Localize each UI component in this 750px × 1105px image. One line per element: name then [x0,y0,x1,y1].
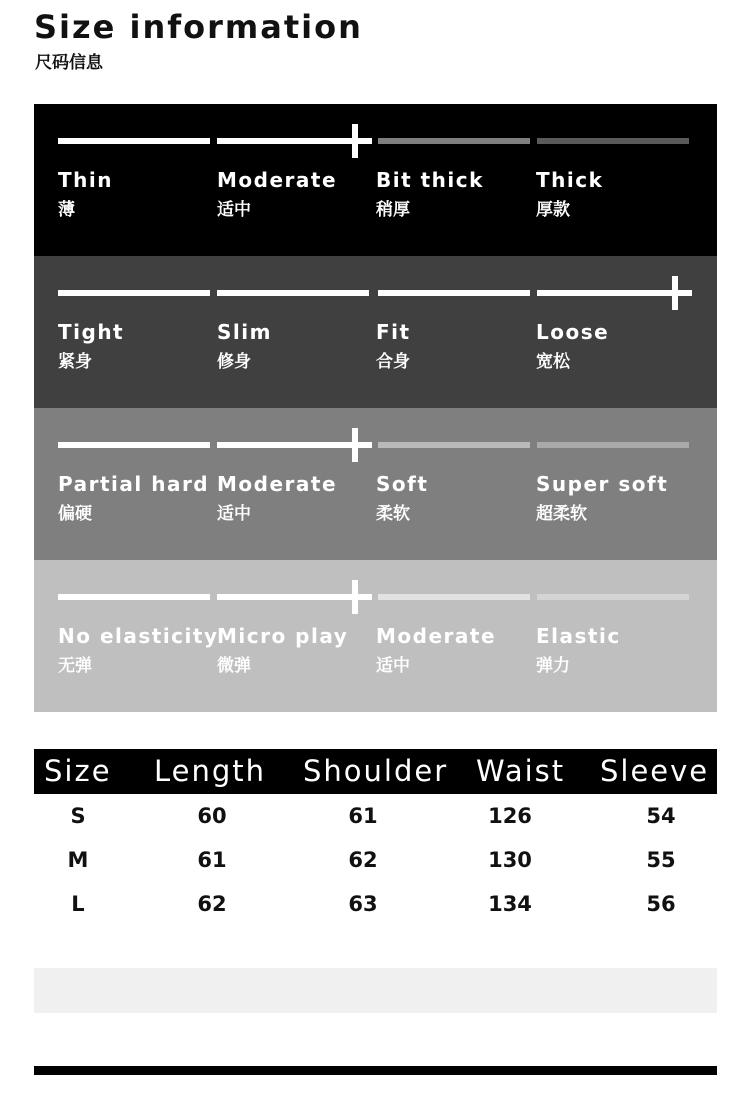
table-cell: 63 [348,892,378,916]
scale-option [58,472,218,524]
option-label-en: Moderate [376,624,497,648]
table-cell: M [67,848,89,872]
page-title: Size information [34,8,363,46]
option-label-zh: 超柔软 [536,504,587,524]
scale-segment [537,138,689,144]
option-label-zh: 适中 [217,200,251,220]
option-label-en: Partial hard [58,472,210,496]
scale-fit [34,256,717,408]
table-cell: 61 [197,848,227,872]
scale-bars [58,290,689,300]
table-cell: 134 [488,892,532,916]
column-header-length: Length [154,754,267,788]
option-label-zh: 紧身 [58,352,92,372]
option-label-zh: 薄 [58,200,75,220]
page-subtitle: 尺码信息 [35,53,103,73]
scale-bars [58,138,689,148]
table-row [34,804,717,834]
scale-option [217,472,377,524]
selection-marker-icon [338,428,372,462]
option-label-zh: 合身 [376,352,410,372]
scale-option [536,168,696,220]
scale-segment [378,138,530,144]
option-label-zh: 厚款 [536,200,570,220]
scale-segment [378,594,530,600]
scale-option [376,320,536,372]
scale-option [536,624,696,676]
option-label-en: Moderate [217,472,338,496]
option-label-en: Tight [58,320,125,344]
option-label-zh: 偏硬 [58,504,92,524]
scale-segment [217,290,369,296]
scale-option [536,472,696,524]
scale-segment [58,290,210,296]
option-label-zh: 弹力 [536,656,570,676]
option-label-zh: 适中 [217,504,251,524]
column-header-shoulder: Shoulder [303,754,449,788]
scale-option [376,624,536,676]
option-label-zh: 微弹 [217,656,251,676]
option-label-en: Elastic [536,624,621,648]
column-header-sleeve: Sleeve [600,754,710,788]
table-cell: 60 [197,804,227,828]
option-label-zh: 稍厚 [376,200,410,220]
table-cell: L [71,892,85,916]
table-cell: 55 [646,848,676,872]
scale-option [536,320,696,372]
table-cell: 62 [348,848,378,872]
option-label-en: Moderate [217,168,338,192]
scale-option [217,624,377,676]
option-label-zh: 无弹 [58,656,92,676]
table-row [34,848,717,878]
scale-option [58,168,218,220]
bottom-rule [34,1066,717,1075]
scale-segment [58,442,210,448]
column-header-size: Size [44,754,112,788]
scale-bars [58,442,689,452]
option-label-en: Bit thick [376,168,484,192]
option-label-en: Fit [376,320,411,344]
scale-segment [537,594,689,600]
option-label-en: Micro play [217,624,349,648]
option-label-en: No elasticity [58,624,219,648]
attribute-scales [34,104,717,712]
selection-marker-icon [338,124,372,158]
option-label-en: Super soft [536,472,669,496]
option-label-zh: 适中 [376,656,410,676]
scale-elasticity [34,560,717,712]
scale-thickness [34,104,717,256]
scale-option [376,472,536,524]
column-header-waist: Waist [476,754,566,788]
option-label-zh: 宽松 [536,352,570,372]
scale-segment [378,442,530,448]
scale-option [376,168,536,220]
scale-softness [34,408,717,560]
table-cell: S [70,804,86,828]
scale-option [58,624,218,676]
scale-option [217,320,377,372]
table-cell: 62 [197,892,227,916]
selection-marker-icon [658,276,692,310]
table-cell: 56 [646,892,676,916]
scale-option [58,320,218,372]
scale-bars [58,594,689,604]
option-label-en: Slim [217,320,272,344]
option-label-en: Thick [536,168,604,192]
scale-option [217,168,377,220]
table-cell: 130 [488,848,532,872]
size-table-header [34,749,717,794]
option-label-en: Soft [376,472,429,496]
grey-divider-strip [34,968,717,1013]
scale-segment [58,138,210,144]
option-label-en: Loose [536,320,610,344]
table-row [34,892,717,922]
scale-segment [537,442,689,448]
scale-segment [378,290,530,296]
scale-segment [58,594,210,600]
selection-marker-icon [338,580,372,614]
table-cell: 61 [348,804,378,828]
option-label-zh: 修身 [217,352,251,372]
table-cell: 126 [488,804,532,828]
option-label-zh: 柔软 [376,504,410,524]
table-cell: 54 [646,804,676,828]
option-label-en: Thin [58,168,113,192]
